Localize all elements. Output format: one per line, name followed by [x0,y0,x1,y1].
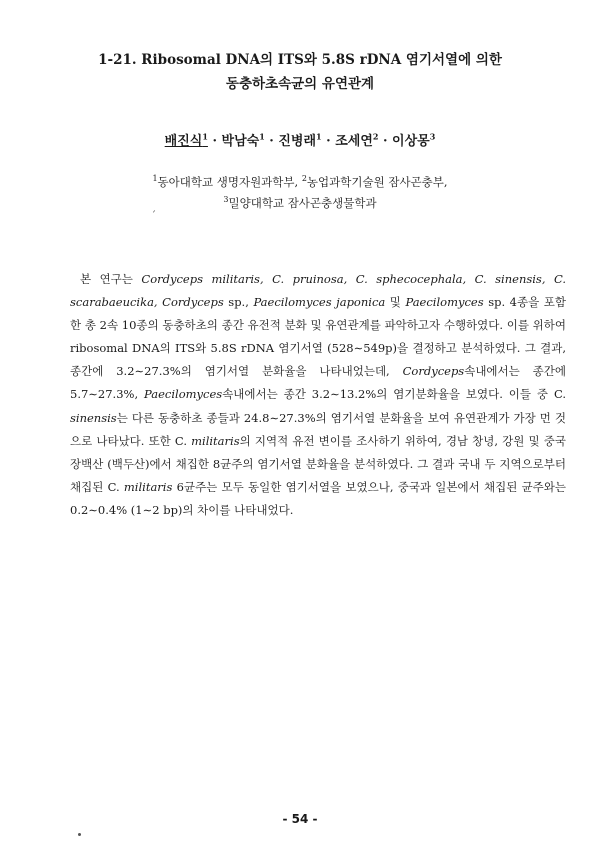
title-line-1: 1-21. Ribosomal DNA의 ITS와 5.8S rDNA 염기서열에 의한 [98,52,502,68]
page-number: - 54 - [282,812,318,826]
author-4: 조세연$^2$ [335,131,379,149]
author-list [40,130,560,149]
abstract-paragraph: 본 연구는 Cordyceps militaris, C. pruinosa, C. sphecocephala, C. sinensis, C. scarabaeucika, Cordyceps sp., Paecilomyces japonica 및 Paecilomyces sp. 4종을 포함한 총 2속 10종의 동충하초의 종간 유전적 분화 및 유연관계를 파악하고자 수행하였다. 이를 위하여 ribosomal DNA의 ITS와 5.8S rDNA 염기서열 (528∼549p)을 결정하고 분석하였다. 그 결과, 종간에 3.2∼27.3%의 염기서열 분화율을 나타내었는데, Cordyceps속내에서는 종간에 5.7∼27.3%, Paecilomyces속내에서는 종간 3.2∼13.2%의 염기분화율을 보였다. 이들 중 C. sinensis는 다른 동충하초 종들과 24.8∼27.3%의 염기서열 분화율을 보여 유연관계가 가장 먼 것으로 나타났다. 또한 C. militaris의 지역적 유전 변이를 조사하기 위하여, 경남 창녕, 강원 및 중국 장백산 (백두산)에서 채집한 8균주의 염기서열 분화율을 분석하였다. 그 결과 국내 두 지역으로부터 채집된 C. militaris 6균주는 모두 동일한 염기서열을 보였으나, 중국과 일본에서 채집된 균주와는 0.2∼0.4% (1∼2 bp)의 차이를 나타내었다. [70,272,567,517]
author-separator: · [378,134,393,149]
author-separator: · [264,134,279,149]
author-3: 진병래$^1$ [278,131,322,149]
affiliation-line-1: $^1$동아대학교 생명자원과학부, $^2$농업과학기술원 잠사곤충부, [152,174,448,189]
affiliations [40,172,560,214]
author-5: 이상몽$^3$ [392,131,436,149]
stray-mark: ˊ [151,211,156,222]
paper-title [40,48,560,96]
author-separator: · [207,134,222,149]
title-line-2: 동충하초속균의 유연관계 [225,76,375,92]
author-2: 박남숙$^1$ [221,131,265,149]
affiliation-line-2: $^3$밀양대학교 잠사곤충생물학과 [223,195,377,210]
author-separator: · [321,134,336,149]
corner-dot [78,833,81,836]
author-1: 배진식$^1$ [164,131,208,149]
